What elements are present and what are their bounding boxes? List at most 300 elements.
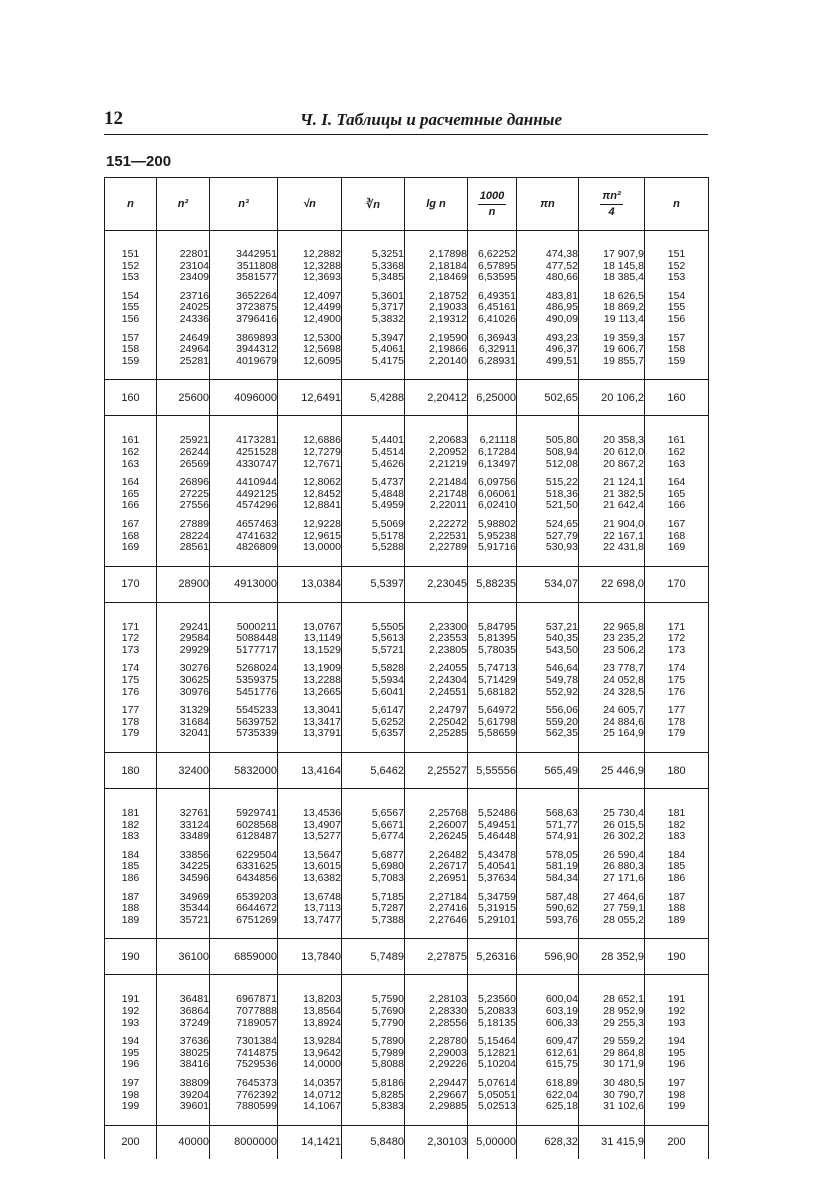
cell-n-column-block [105, 602, 157, 752]
cell-n-right: 190 [645, 939, 709, 975]
cell-n-right: 187 [667, 890, 686, 903]
cell-lg: 2,22531 [429, 529, 467, 542]
cell-square: 35721 [179, 913, 209, 926]
cell-sqrt: 13,7840 [278, 939, 342, 975]
cell-pi-n: 587,48 [545, 890, 578, 903]
cell-circle-area: 19 113,4 [603, 312, 644, 325]
cell-cube: 3796416 [236, 312, 277, 325]
reciprocal-numerator: 1000 [478, 190, 506, 205]
cell-square-column-block [157, 602, 210, 752]
col-header-sqrt: √n [278, 178, 342, 231]
cell-n: 197 [121, 1076, 140, 1089]
cell-n-right: 184 [667, 848, 686, 861]
cell-cbrt: 5,8480 [342, 1125, 405, 1159]
cell-cbrt: 5,3601 [371, 289, 404, 302]
cell-cbrt: 5,7590 [371, 993, 404, 1006]
table-block [105, 416, 709, 566]
cell-cube: 5832000 [210, 753, 278, 789]
cell-sqrt: 14,1421 [278, 1125, 342, 1159]
math-table [104, 177, 709, 1159]
cell-pi-n-column-block [517, 789, 579, 939]
cell-pi-n: 480,66 [545, 271, 578, 284]
cell-pi-n: 552,92 [545, 685, 578, 698]
cell-square: 27889 [179, 517, 209, 530]
cell-cube: 7645373 [236, 1076, 277, 1089]
cell-lg-column-block [405, 416, 468, 566]
cell-lg: 2,22789 [429, 541, 467, 554]
cell-reciprocal: 5,18135 [478, 1016, 516, 1029]
cell-cbrt: 5,7185 [371, 890, 404, 903]
cell-pi-n: 622,04 [545, 1088, 578, 1101]
cell-sqrt: 13,5277 [303, 830, 341, 843]
cell-sqrt: 13,7113 [303, 902, 341, 915]
cell-sqrt: 13,6015 [303, 860, 341, 873]
cell-square: 25281 [179, 354, 209, 367]
cell-sqrt-column-block [278, 416, 342, 566]
table-block [105, 231, 709, 380]
cell-cbrt: 5,6980 [371, 860, 404, 873]
cell-circle-area-column-block [579, 975, 645, 1125]
cell-lg: 2,27416 [429, 902, 467, 915]
cell-square: 29929 [179, 643, 209, 656]
cell-square: 33489 [179, 830, 209, 843]
cell-sqrt: 13,3791 [303, 727, 341, 740]
cell-n: 164 [121, 476, 140, 489]
cell-reciprocal: 5,81395 [478, 632, 516, 645]
cell-pi-n: 540,35 [545, 632, 578, 645]
cell-lg-column-block [405, 975, 468, 1125]
cell-cube: 4657463 [236, 517, 277, 530]
cell-square: 37249 [179, 1016, 209, 1029]
col-header-circle-area [579, 178, 645, 231]
cell-n-right: 169 [667, 541, 686, 554]
cell-square: 23104 [179, 259, 209, 272]
cell-lg: 2,17898 [429, 248, 467, 260]
cell-cube: 4096000 [210, 380, 278, 416]
cell-sqrt: 13,2665 [303, 685, 341, 698]
cell-n: 192 [121, 1004, 140, 1017]
cell-n: 193 [121, 1016, 140, 1029]
cell-sqrt: 13,7477 [303, 913, 341, 926]
cell-sqrt-column-block [278, 231, 342, 380]
cell-lg: 2,19312 [429, 312, 467, 325]
cell-pi-n: 618,89 [545, 1076, 578, 1089]
cell-sqrt: 13,1909 [303, 662, 341, 675]
cell-reciprocal: 5,91716 [478, 541, 516, 554]
cell-lg: 2,26717 [429, 860, 467, 873]
cell-n: 187 [121, 890, 140, 903]
cell-sqrt: 13,0384 [278, 566, 342, 602]
cell-pi-n: 600,04 [545, 993, 578, 1006]
cell-square: 35344 [179, 902, 209, 915]
cell-cbrt: 5,4514 [371, 445, 404, 458]
cell-n-right: 173 [667, 643, 686, 656]
cell-reciprocal: 6,36943 [478, 331, 516, 344]
cell-square: 32761 [179, 807, 209, 820]
cell-cube: 5735339 [236, 727, 277, 740]
cell-pi-n-column-block [517, 602, 579, 752]
cell-cbrt: 5,4175 [371, 354, 404, 367]
cell-sqrt: 14,0712 [303, 1088, 341, 1101]
cell-n: 161 [121, 434, 140, 447]
cell-pi-n: 628,32 [517, 1125, 579, 1159]
cell-n-right: 200 [645, 1125, 709, 1159]
cell-circle-area: 24 884,6 [603, 715, 644, 728]
cell-sqrt: 13,6748 [303, 890, 341, 903]
cell-sqrt: 12,4900 [303, 312, 341, 325]
cell-reciprocal: 6,17284 [478, 445, 516, 458]
cell-n: 162 [121, 445, 140, 458]
cell-sqrt: 13,6382 [303, 872, 341, 884]
cell-cbrt: 5,5613 [371, 632, 404, 645]
cell-reciprocal: 5,84795 [478, 620, 516, 633]
cell-square-column-block [157, 975, 210, 1125]
cell-n: 168 [121, 529, 140, 542]
cell-sqrt: 14,0357 [303, 1076, 341, 1089]
cell-cbrt: 5,3717 [371, 301, 404, 314]
cell-sqrt: 14,1067 [303, 1100, 341, 1113]
cell-cube: 7880599 [236, 1100, 277, 1113]
cell-pi-n: 593,76 [545, 913, 578, 926]
cell-pi-n: 612,61 [545, 1046, 578, 1059]
cell-cube: 3652264 [236, 289, 277, 302]
cell-cbrt: 5,3485 [371, 271, 404, 284]
cell-n-right: 199 [667, 1100, 686, 1113]
cell-square-column-block [157, 789, 210, 939]
cell-sqrt: 12,8062 [303, 476, 341, 489]
cell-cube: 4019679 [236, 354, 277, 367]
cell-n: 191 [121, 993, 140, 1006]
cell-pi-n-column-block [517, 231, 579, 380]
cell-square: 36864 [179, 1004, 209, 1017]
cell-cbrt: 5,6774 [371, 830, 404, 843]
cell-sqrt: 13,9284 [303, 1035, 341, 1048]
cell-n-right-column-block [645, 789, 709, 939]
col-header-n: n [105, 178, 157, 231]
cell-pi-n: 477,52 [545, 259, 578, 272]
cell-cube: 6751269 [236, 913, 277, 926]
cell-n-right: 174 [667, 662, 686, 675]
cell-n-right: 192 [667, 1004, 686, 1017]
cell-cbrt: 5,4626 [371, 457, 404, 470]
cell-lg: 2,20412 [405, 380, 468, 416]
cell-lg: 2,26951 [429, 872, 467, 884]
cell-cbrt: 5,3947 [371, 331, 404, 344]
cell-reciprocal: 5,12821 [478, 1046, 516, 1059]
cell-cube: 7077888 [236, 1004, 277, 1017]
cell-circle-area: 18 385,4 [603, 271, 644, 284]
cell-n-right: 172 [667, 632, 686, 645]
cell-n-right: 189 [667, 913, 686, 926]
cell-n: 176 [121, 685, 140, 698]
cell-circle-area: 29 255,3 [603, 1016, 644, 1029]
cell-n-right: 194 [667, 1035, 686, 1048]
cell-lg: 2,22272 [429, 517, 467, 530]
cell-cube-column-block [210, 416, 278, 566]
cell-lg: 2,18752 [429, 289, 467, 302]
cell-square: 32041 [179, 727, 209, 740]
cell-lg: 2,26482 [429, 848, 467, 861]
cell-n: 173 [121, 643, 140, 656]
cell-pi-n: 568,63 [545, 807, 578, 820]
col-header-pi-n: πn [517, 178, 579, 231]
cell-sqrt: 12,6491 [278, 380, 342, 416]
cell-sqrt: 12,3693 [303, 271, 341, 284]
cell-cube-column-block [210, 602, 278, 752]
col-header-square: n² [157, 178, 210, 231]
cell-sqrt: 12,7671 [303, 457, 341, 470]
cell-circle-area: 29 559,2 [603, 1035, 644, 1048]
cell-pi-n: 524,65 [545, 517, 578, 530]
cell-sqrt: 13,3417 [303, 715, 341, 728]
cell-circle-area: 26 880,3 [603, 860, 644, 873]
cell-n-right: 166 [667, 499, 686, 512]
cell-reciprocal: 5,49451 [478, 818, 516, 831]
cell-pi-n-column-block [517, 975, 579, 1125]
cell-square: 38025 [179, 1046, 209, 1059]
cell-n-column-block [105, 975, 157, 1125]
cell-circle-area: 25 164,9 [603, 727, 644, 740]
cell-lg: 2,30103 [405, 1125, 468, 1159]
cell-lg: 2,26245 [429, 830, 467, 843]
cell-cube: 5545233 [236, 704, 277, 717]
cell-cube: 5639752 [236, 715, 277, 728]
cell-cube: 5359375 [236, 674, 277, 687]
cell-sqrt-column-block [278, 975, 342, 1125]
cell-cube: 5268024 [236, 662, 277, 675]
cell-n: 151 [121, 248, 140, 260]
cell-lg: 2,24797 [429, 704, 467, 717]
cell-n-right: 153 [667, 271, 686, 284]
table-block [105, 789, 709, 939]
cell-n-right: 191 [667, 993, 686, 1006]
cell-square: 37636 [179, 1035, 209, 1048]
cell-cube: 6859000 [210, 939, 278, 975]
cell-circle-area: 24 328,5 [603, 685, 644, 698]
cell-reciprocal: 5,02513 [478, 1100, 516, 1113]
cell-cbrt: 5,6671 [371, 818, 404, 831]
cell-circle-area: 19 606,7 [603, 343, 644, 356]
cell-circle-area: 30 790,7 [603, 1088, 644, 1101]
cell-lg: 2,29667 [429, 1088, 467, 1101]
cell-sqrt: 13,8564 [303, 1004, 341, 1017]
cell-square: 25600 [157, 380, 210, 416]
cell-n-right: 157 [667, 331, 686, 344]
cell-reciprocal: 5,37634 [478, 872, 516, 884]
cell-n: 153 [121, 271, 140, 284]
cell-circle-area: 23 235,2 [603, 632, 644, 645]
cell-sqrt: 12,5698 [303, 343, 341, 356]
cell-sqrt: 13,8203 [303, 993, 341, 1006]
cell-n: 170 [105, 566, 157, 602]
cell-cube: 4251528 [236, 445, 277, 458]
cell-lg: 2,29226 [429, 1058, 467, 1071]
cell-circle-area-column-block [579, 789, 645, 939]
cell-n: 182 [121, 818, 140, 831]
cell-square: 31329 [179, 704, 209, 717]
cell-reciprocal: 6,28931 [478, 354, 516, 367]
cell-n: 189 [121, 913, 140, 926]
cell-n-right: 197 [667, 1076, 686, 1089]
cell-reciprocal: 6,49351 [478, 289, 516, 302]
cell-reciprocal: 6,57895 [478, 259, 516, 272]
cell-reciprocal: 5,88235 [468, 566, 517, 602]
cell-pi-n: 549,78 [545, 674, 578, 687]
cell-n: 157 [121, 331, 140, 344]
cell-cube: 3869893 [236, 331, 277, 344]
cell-reciprocal: 6,45161 [478, 301, 516, 314]
cell-square-column-block [157, 231, 210, 380]
cell-cbrt: 5,6357 [371, 727, 404, 740]
cell-reciprocal: 6,13497 [478, 457, 516, 470]
table-row-separator [105, 1125, 709, 1159]
cell-pi-n: 546,64 [545, 662, 578, 675]
cell-cube: 5177717 [236, 643, 277, 656]
cell-square: 32400 [157, 753, 210, 789]
cell-pi-n: 527,79 [545, 529, 578, 542]
cell-reciprocal-column-block [468, 416, 517, 566]
cell-n: 165 [121, 487, 140, 500]
cell-lg: 2,25768 [429, 807, 467, 820]
cell-reciprocal: 5,26316 [468, 939, 517, 975]
cell-reciprocal: 5,05051 [478, 1088, 516, 1101]
table-header [105, 178, 709, 231]
cell-lg: 2,18184 [429, 259, 467, 272]
cell-lg: 2,26007 [429, 818, 467, 831]
cell-sqrt: 14,0000 [303, 1058, 341, 1071]
cell-square: 39204 [179, 1088, 209, 1101]
cell-lg: 2,27875 [405, 939, 468, 975]
cell-n: 179 [121, 727, 140, 740]
cell-pi-n: 521,50 [545, 499, 578, 512]
cell-cube: 4410944 [236, 476, 277, 489]
cell-circle-area: 21 642,4 [603, 499, 644, 512]
cell-cbrt: 5,7083 [371, 872, 404, 884]
cell-sqrt: 12,6095 [303, 354, 341, 367]
cell-n: 194 [121, 1035, 140, 1048]
cell-cube: 3511808 [236, 259, 277, 272]
cell-pi-n: 571,77 [545, 818, 578, 831]
cell-pi-n: 603,19 [545, 1004, 578, 1017]
cell-square: 30625 [179, 674, 209, 687]
table-row-separator [105, 566, 709, 602]
cell-pi-n: 562,35 [545, 727, 578, 740]
cell-cbrt: 5,8285 [371, 1088, 404, 1101]
cell-circle-area: 27 464,6 [603, 890, 644, 903]
cell-pi-n: 590,62 [545, 902, 578, 915]
cell-lg: 2,28556 [429, 1016, 467, 1029]
cell-pi-n: 556,06 [545, 704, 578, 717]
col-header-cube: n³ [210, 178, 278, 231]
cell-n: 160 [105, 380, 157, 416]
cell-cube: 4574296 [236, 499, 277, 512]
cell-pi-n: 581,19 [545, 860, 578, 873]
cell-pi-n: 493,23 [545, 331, 578, 344]
cell-reciprocal: 5,71429 [478, 674, 516, 687]
cell-cbrt: 5,4061 [371, 343, 404, 356]
cell-lg: 2,19033 [429, 301, 467, 314]
cell-circle-area: 18 869,2 [603, 301, 644, 314]
cell-cbrt: 5,5069 [371, 517, 404, 530]
cell-cube: 4826809 [236, 541, 277, 554]
cell-reciprocal: 5,07614 [478, 1076, 516, 1089]
cell-n: 155 [121, 301, 140, 314]
cell-cbrt: 5,6877 [371, 848, 404, 861]
cell-n-column-block [105, 231, 157, 380]
cell-pi-n: 518,36 [545, 487, 578, 500]
cell-n-right: 182 [667, 818, 686, 831]
cell-sqrt: 12,2882 [303, 248, 341, 260]
cell-cbrt: 5,6462 [342, 753, 405, 789]
cell-n-right: 183 [667, 830, 686, 843]
cell-n-right: 165 [667, 487, 686, 500]
cell-n: 178 [121, 715, 140, 728]
cell-cbrt-column-block [342, 602, 405, 752]
cell-reciprocal: 5,20833 [478, 1004, 516, 1017]
cell-lg: 2,29447 [429, 1076, 467, 1089]
cell-circle-area: 31 415,9 [579, 1125, 645, 1159]
col-header-n-right: n [645, 178, 709, 231]
cell-reciprocal-column-block [468, 789, 517, 939]
cell-n: 154 [121, 289, 140, 302]
table-row-separator [105, 939, 709, 975]
cell-square: 34225 [179, 860, 209, 873]
cell-reciprocal: 5,74713 [478, 662, 516, 675]
table-body [105, 231, 709, 1159]
cell-circle-area: 30 480,5 [603, 1076, 644, 1089]
cell-circle-area: 22 698,0 [579, 566, 645, 602]
cell-pi-n: 625,18 [545, 1100, 578, 1113]
cell-reciprocal: 5,64972 [478, 704, 516, 717]
cell-circle-area: 17 907,9 [603, 248, 644, 260]
cell-square: 33856 [179, 848, 209, 861]
area-denominator: 4 [608, 205, 615, 218]
cell-square: 34969 [179, 890, 209, 903]
cell-cube: 8000000 [210, 1125, 278, 1159]
cell-reciprocal: 6,02410 [478, 499, 516, 512]
cell-lg: 2,25042 [429, 715, 467, 728]
cell-reciprocal-column-block [468, 975, 517, 1125]
cell-reciprocal: 5,34759 [478, 890, 516, 903]
cell-cbrt: 5,6041 [371, 685, 404, 698]
cell-circle-area: 29 864,8 [603, 1046, 644, 1059]
cell-n-right: 159 [667, 354, 686, 367]
table-block [105, 602, 709, 752]
header-rule [104, 134, 708, 135]
cell-cbrt: 5,7287 [371, 902, 404, 915]
cell-cube: 6028568 [236, 818, 277, 831]
cell-cbrt: 5,6147 [371, 704, 404, 717]
cell-n: 163 [121, 457, 140, 470]
cell-lg: 2,29885 [429, 1100, 467, 1113]
cell-circle-area: 24 052,8 [603, 674, 644, 687]
cell-reciprocal-column-block [468, 231, 517, 380]
reciprocal-denominator: n [488, 205, 496, 218]
cell-pi-n: 565,49 [517, 753, 579, 789]
cell-lg: 2,21484 [429, 476, 467, 489]
cell-square: 30976 [179, 685, 209, 698]
cell-square: 29241 [179, 620, 209, 633]
cell-cube: 4741632 [236, 529, 277, 542]
cell-cbrt: 5,8383 [371, 1100, 404, 1113]
cell-circle-area: 28 352,9 [579, 939, 645, 975]
cell-reciprocal: 5,95238 [478, 529, 516, 542]
cell-circle-area: 28 952,9 [603, 1004, 644, 1017]
cell-n-right: 175 [667, 674, 686, 687]
cell-n-right-column-block [645, 975, 709, 1125]
cell-reciprocal: 5,61798 [478, 715, 516, 728]
cell-square: 22801 [179, 248, 209, 260]
